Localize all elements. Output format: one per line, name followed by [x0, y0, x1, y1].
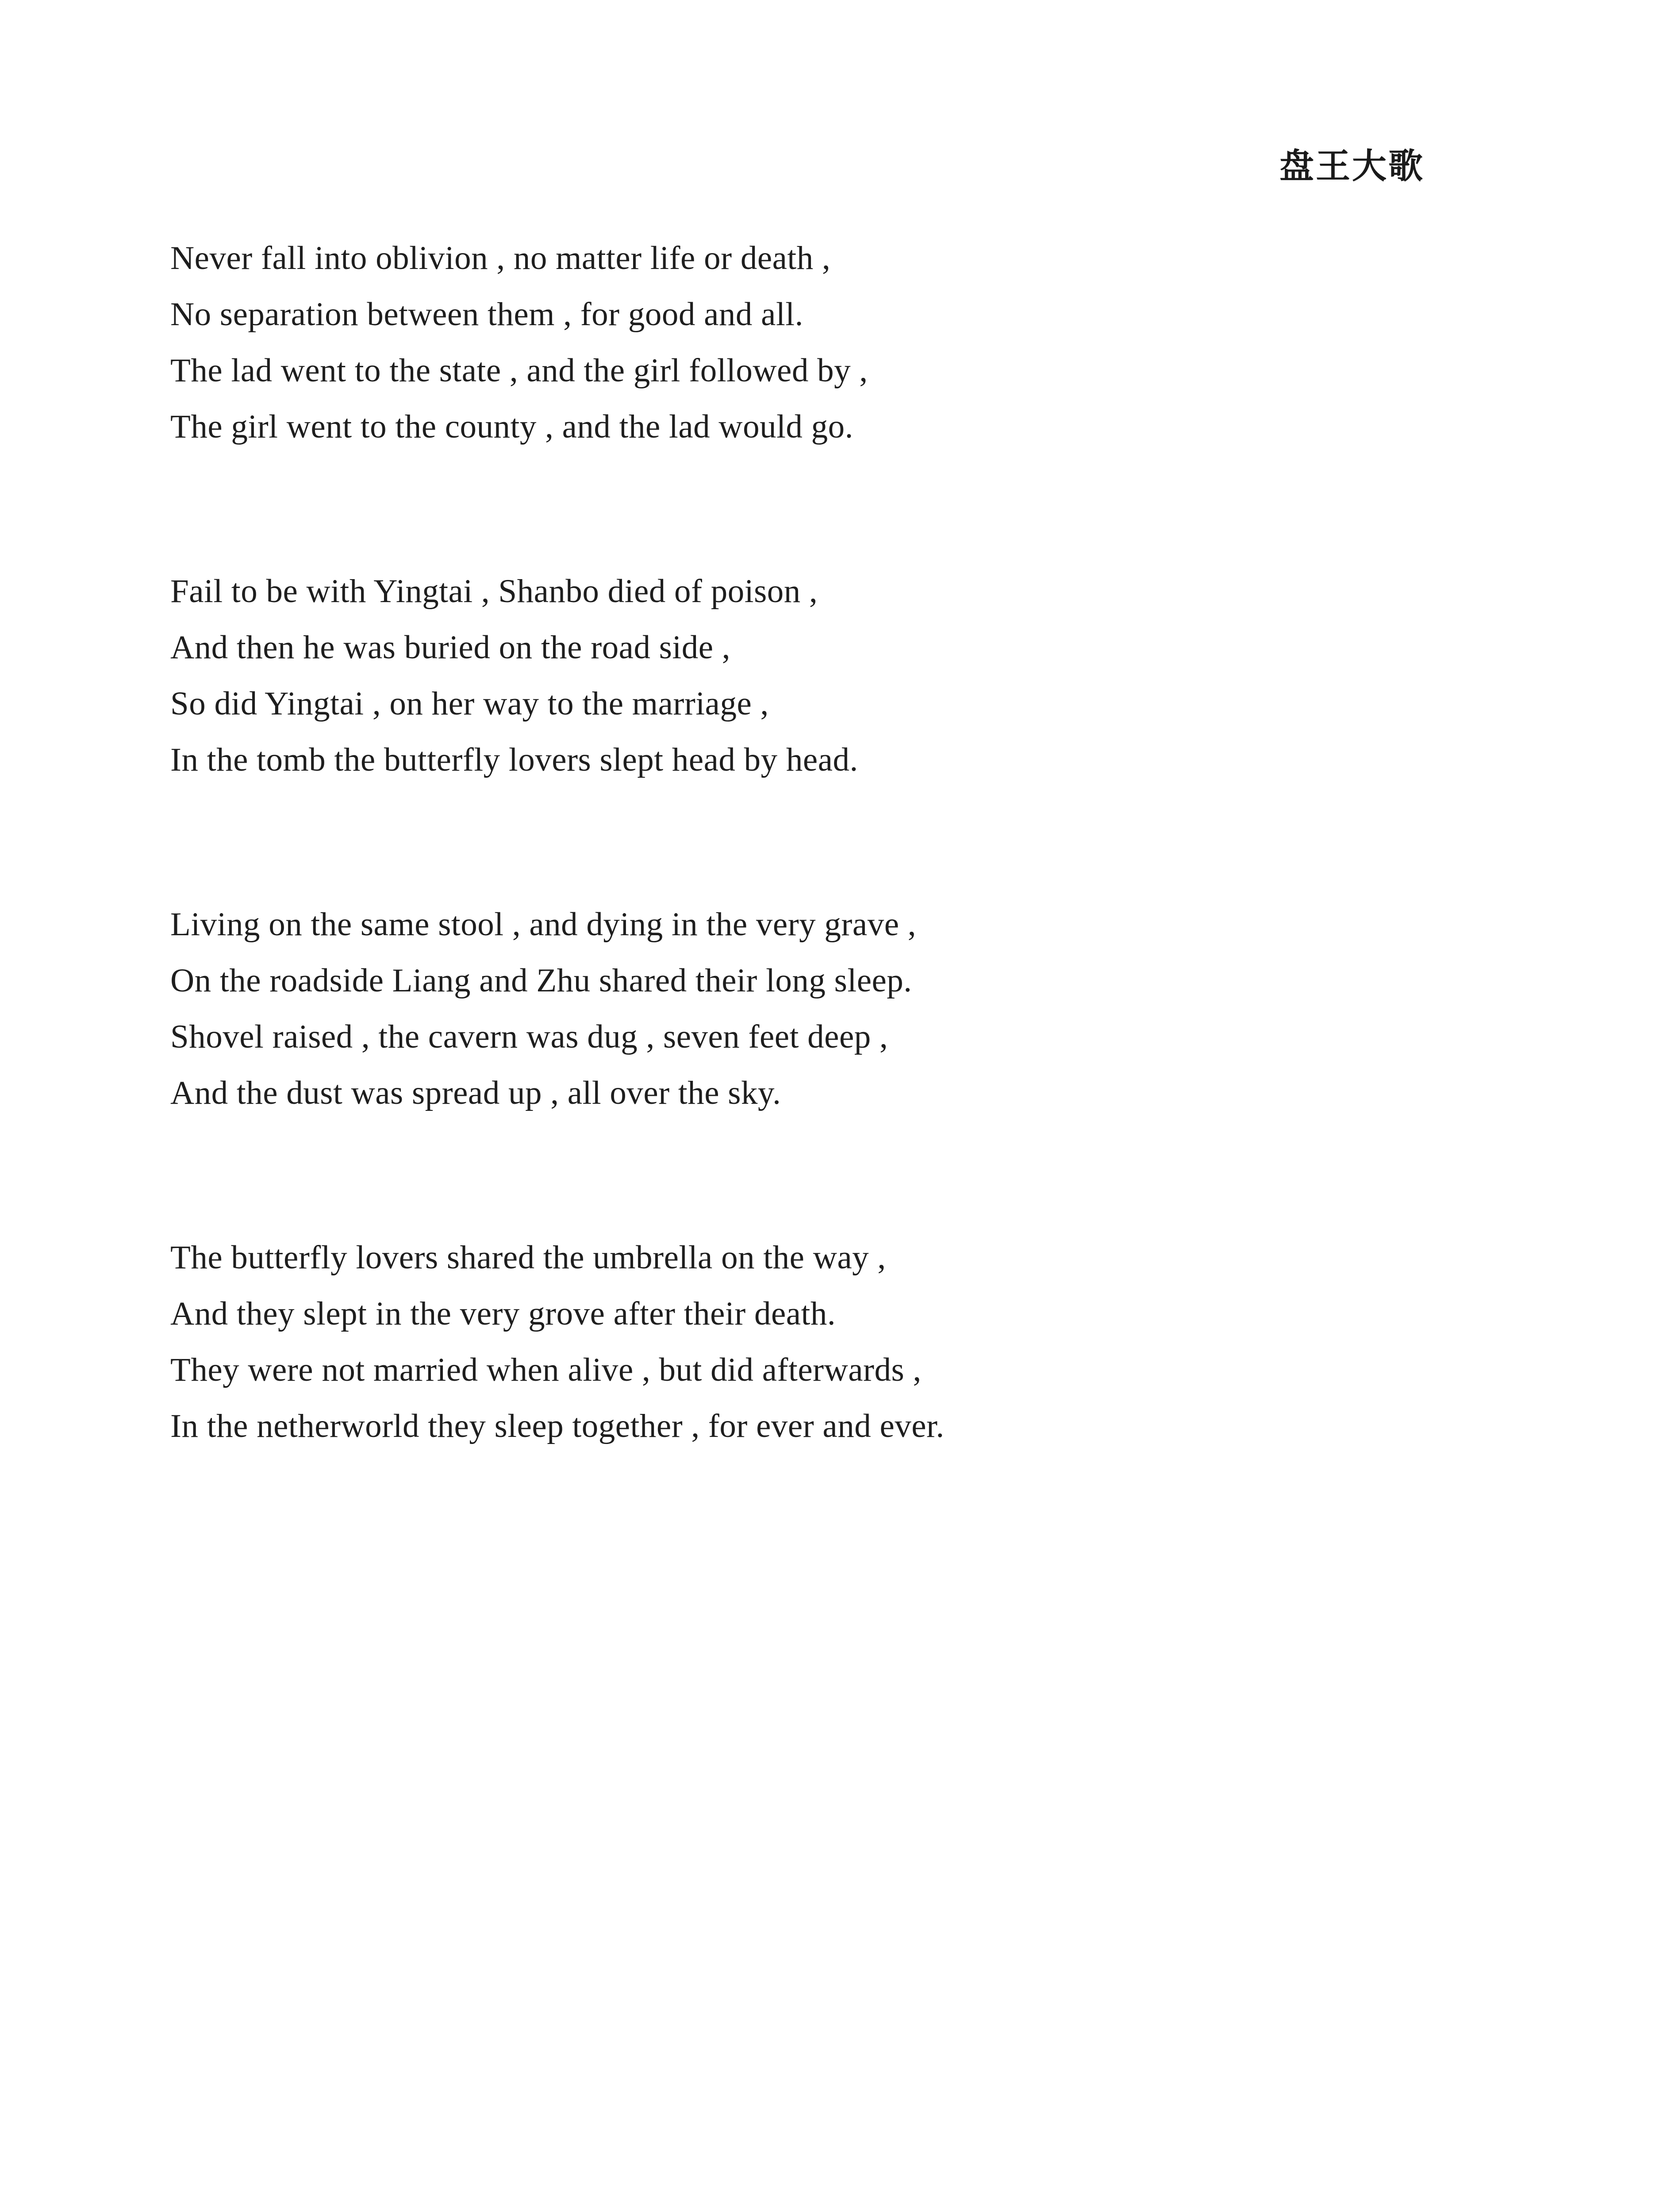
poem-line: The girl went to the county , and the lad would go.: [170, 408, 853, 445]
poem-line: No separation between them , for good and all.: [170, 296, 803, 333]
stanza: [170, 230, 1321, 455]
poem-line: Living on the same stool , and dying in the very grave ,: [170, 906, 916, 943]
poem-line: In the tomb the butterfly lovers slept head by head.: [170, 741, 858, 778]
poem-line: And then he was buried on the road side ,: [170, 629, 731, 666]
poem-line: On the roadside Liang and Zhu shared their long sleep.: [170, 962, 912, 999]
poem-line: Shovel raised , the cavern was dug , seven feet deep ,: [170, 1018, 888, 1055]
stanza: [170, 896, 1321, 1121]
poem-line: And they slept in the very grove after their death.: [170, 1295, 836, 1332]
poem-line: So did Yingtai , on her way to the marriage ,: [170, 685, 769, 722]
poem-line: They were not married when alive , but did afterwards ,: [170, 1352, 922, 1388]
poem-body: [170, 230, 1321, 1563]
poem-line: Never fall into oblivion , no matter life or death ,: [170, 240, 831, 276]
running-header-title: 盘王大歌: [1279, 146, 1425, 186]
stanza: [170, 1229, 1321, 1454]
poem-line: And the dust was spread up , all over the sky.: [170, 1075, 781, 1111]
poem-line: The lad went to the state , and the girl followed by ,: [170, 352, 868, 389]
poem-line: Fail to be with Yingtai , Shanbo died of poison ,: [170, 573, 818, 610]
poem-line: In the netherworld they sleep together , for ever and ever.: [170, 1408, 945, 1444]
stanza: [170, 563, 1321, 788]
poem-line: The butterfly lovers shared the umbrella on the way ,: [170, 1239, 886, 1276]
